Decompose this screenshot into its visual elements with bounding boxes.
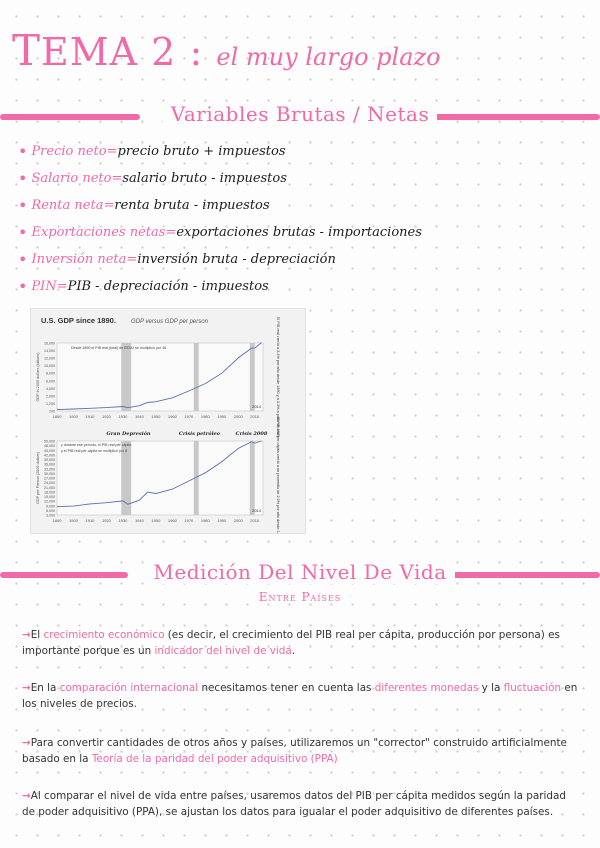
paragraph-1	[22, 627, 582, 659]
title-subtitle: el muy largo plazo	[216, 43, 441, 71]
gdp-chart-figure	[30, 308, 306, 534]
list-item	[18, 246, 438, 273]
section-header-variables	[0, 102, 600, 132]
corner-label: 2014	[252, 404, 261, 409]
x-tick-label: 2010	[250, 414, 260, 419]
list-item	[18, 219, 438, 246]
arrow-icon: →	[22, 737, 31, 749]
x-tick-label: 1950	[151, 518, 161, 523]
definition: salario bruto - impuestos	[122, 171, 287, 186]
y-tick-label: 4,000	[46, 386, 55, 391]
equals: =	[165, 225, 177, 240]
section-title-variables: Variables Brutas / Netas	[163, 102, 437, 126]
x-tick-label: 1970	[184, 518, 194, 523]
chart-side-note: El PIB real per cápita creció a un promedio de 2.0% por año desde 1890	[276, 417, 280, 533]
term: Inversión neta	[31, 252, 127, 267]
chart-side-note: El PIB real creció a 3.4% por año desde 1890 y a 3.3% a partir de 1929	[276, 316, 280, 438]
x-tick-label: 1920	[101, 518, 111, 523]
y-tick-label: 200	[49, 409, 55, 414]
paragraph-text: en los niveles de precios.	[22, 682, 578, 710]
recession-bar	[121, 343, 131, 411]
y-tick-label: 33,000	[44, 467, 55, 472]
x-tick-label: 1900	[69, 414, 78, 419]
y-tick-label: 39,000	[44, 458, 55, 462]
y-tick-label: 3,000	[46, 513, 55, 518]
recession-bar	[194, 343, 199, 411]
paragraph-3	[22, 735, 582, 767]
title-initial: T	[12, 26, 42, 75]
x-tick-label: 1960	[167, 518, 177, 523]
y-axis-label: GDP in 2009 dollars (billions)	[36, 352, 40, 402]
list-item	[18, 165, 438, 192]
x-tick-label: 2000	[233, 518, 243, 523]
y-tick-label: 36,000	[44, 462, 55, 467]
definition: precio bruto + impuestos	[117, 144, 286, 159]
x-tick-label: 1940	[134, 518, 144, 523]
x-tick-label: 1980	[200, 414, 210, 419]
y-tick-label: 6,000	[46, 508, 55, 513]
bullet-dot: •	[18, 142, 28, 161]
title-main: EMA 2	[41, 30, 177, 74]
paragraph-text: El	[30, 629, 44, 641]
chart-title: U.S. GDP since 1890.	[41, 316, 116, 325]
y-tick-label: 24,000	[44, 481, 55, 486]
x-tick-label: 1910	[85, 518, 95, 523]
paragraph-text: necesitamos tener en cuenta las	[198, 682, 375, 694]
paragraph-text: y la	[478, 682, 504, 694]
chart-subtitle: GDP versus GDP per person	[131, 319, 208, 325]
y-tick-label: 30,000	[44, 471, 55, 476]
definition: exportaciones brutas - importaciones	[176, 225, 422, 240]
definition: PIB - depreciación - impuestos	[67, 279, 269, 294]
paragraph-text: En la	[30, 682, 60, 694]
x-tick-label: 1980	[200, 518, 210, 523]
y-tick-label: 8,000	[46, 371, 55, 376]
definition: inversión bruta - depreciación	[137, 252, 336, 267]
section-title-nivel-vida: Medición Del Nivel De Vida	[145, 560, 454, 584]
arrow-icon: →	[22, 682, 31, 694]
event-label: Crisis petróleo	[178, 431, 221, 437]
bullet-dot: •	[18, 250, 28, 269]
term: Precio neto	[31, 144, 107, 159]
x-tick-label: 2010	[250, 518, 260, 523]
x-tick-label: 1920	[101, 414, 111, 419]
y-tick-label: 48,000	[44, 444, 55, 449]
x-tick-label: 2000	[233, 414, 243, 419]
y-tick-label: 45,000	[44, 448, 55, 453]
event-label: Gran Depresión	[106, 431, 151, 437]
list-item	[18, 273, 438, 300]
list-item	[18, 138, 438, 165]
x-tick-label: 1930	[118, 414, 128, 419]
highlight-term: Teoría de la paridad del poder adquisitivo (PPA)	[91, 753, 338, 765]
x-tick-label: 1990	[217, 414, 227, 419]
y-tick-label: 16,000	[44, 341, 55, 346]
highlight-term: diferentes monedas	[374, 682, 479, 694]
paragraph-text: Para convertir cantidades de otros años y países, utilizaremos un "corrector" construido artificialmente basado en la	[22, 737, 567, 765]
y-tick-label: 12,000	[44, 356, 55, 361]
y-tick-label: 1,200	[46, 401, 55, 406]
gdp-chart-svg	[31, 309, 305, 533]
x-tick-label: 1960	[167, 414, 177, 419]
equals: =	[106, 144, 118, 159]
bullet-dot: •	[18, 169, 28, 188]
x-tick-label: 1970	[184, 414, 194, 419]
recession-bar	[250, 343, 255, 411]
y-tick-label: 18,000	[44, 490, 55, 495]
term: PIN	[31, 279, 57, 294]
equals: =	[126, 252, 138, 267]
paragraph-2	[22, 680, 582, 712]
y-tick-label: 42,000	[44, 453, 55, 458]
section-subtitle: Entre Países	[258, 590, 342, 604]
highlight-term: indicador del nivel de vida	[154, 645, 292, 657]
highlight-term: crecimiento económico	[43, 629, 165, 641]
title-colon: :	[189, 30, 204, 74]
arrow-icon: →	[22, 629, 31, 641]
highlight-term: fluctuación	[503, 682, 562, 694]
bullet-dot: •	[18, 196, 28, 215]
bullet-dot: •	[18, 277, 28, 296]
term: Exportaciones netas	[31, 225, 166, 240]
term: Renta neta	[31, 198, 104, 213]
event-label: Crisis 2008	[235, 431, 268, 437]
paragraph-4	[22, 788, 582, 820]
y-tick-label: 2,000	[46, 394, 55, 399]
x-tick-label: 1940	[134, 414, 144, 419]
y-tick-label: 27,000	[44, 476, 55, 481]
y-tick-label: 12,000	[44, 499, 55, 504]
x-tick-label: 1900	[69, 518, 78, 523]
highlight-term: comparación internacional	[59, 682, 199, 694]
x-tick-label: 1910	[85, 414, 95, 419]
y-tick-label: 50,000	[44, 439, 55, 444]
y-axis-label: GDP per Person (2009 dollars)	[36, 451, 40, 505]
y-tick-label: 9,000	[46, 504, 55, 509]
y-tick-label: 14,000	[44, 349, 55, 354]
y-tick-label: 6,000	[46, 379, 55, 384]
page-title	[12, 26, 441, 75]
recession-bar	[250, 441, 255, 515]
x-tick-label: 1950	[151, 414, 161, 419]
x-tick-label: 1930	[118, 518, 128, 523]
chart-annotation: y durante ese período, el PIB real per cápita	[61, 443, 132, 447]
section-header-nivel-vida	[0, 560, 600, 590]
y-tick-label: 10,000	[44, 364, 55, 369]
definition: renta bruta - impuestos	[114, 198, 270, 213]
definitions-list	[18, 138, 438, 300]
paragraph-text: (es decir, el crecimiento del PIB real per cápita, producción por persona) es importante porque es un	[22, 629, 560, 657]
bullet-dot: •	[18, 223, 28, 242]
paragraph-text: Al comparar el nivel de vida entre países, usaremos datos del PIB per cápita medidos según la paridad de poder adquisitivo (PPA), se ajustan los datos para igualar el poder adquisitivo de diferentes países.	[22, 790, 566, 818]
x-tick-label: 1890	[52, 414, 62, 419]
arrow-icon: →	[22, 790, 31, 802]
term: Salario neto	[31, 171, 112, 186]
y-tick-label: 21,000	[44, 485, 55, 490]
x-tick-label: 1890	[52, 518, 62, 523]
corner-label: 2014	[252, 508, 261, 513]
chart-annotation: Desde 1890 el PIB real (total) de EEUU se multiplicó por 46	[71, 346, 167, 350]
y-tick-label: 15,000	[44, 495, 55, 499]
chart-annotation: y el PIB real per cápita se multiplicó por 8	[61, 449, 128, 453]
x-tick-label: 1990	[217, 518, 227, 523]
equals: =	[56, 279, 68, 294]
paragraph-text: .	[291, 645, 296, 657]
equals: =	[111, 171, 123, 186]
equals: =	[103, 198, 115, 213]
list-item	[18, 192, 438, 219]
